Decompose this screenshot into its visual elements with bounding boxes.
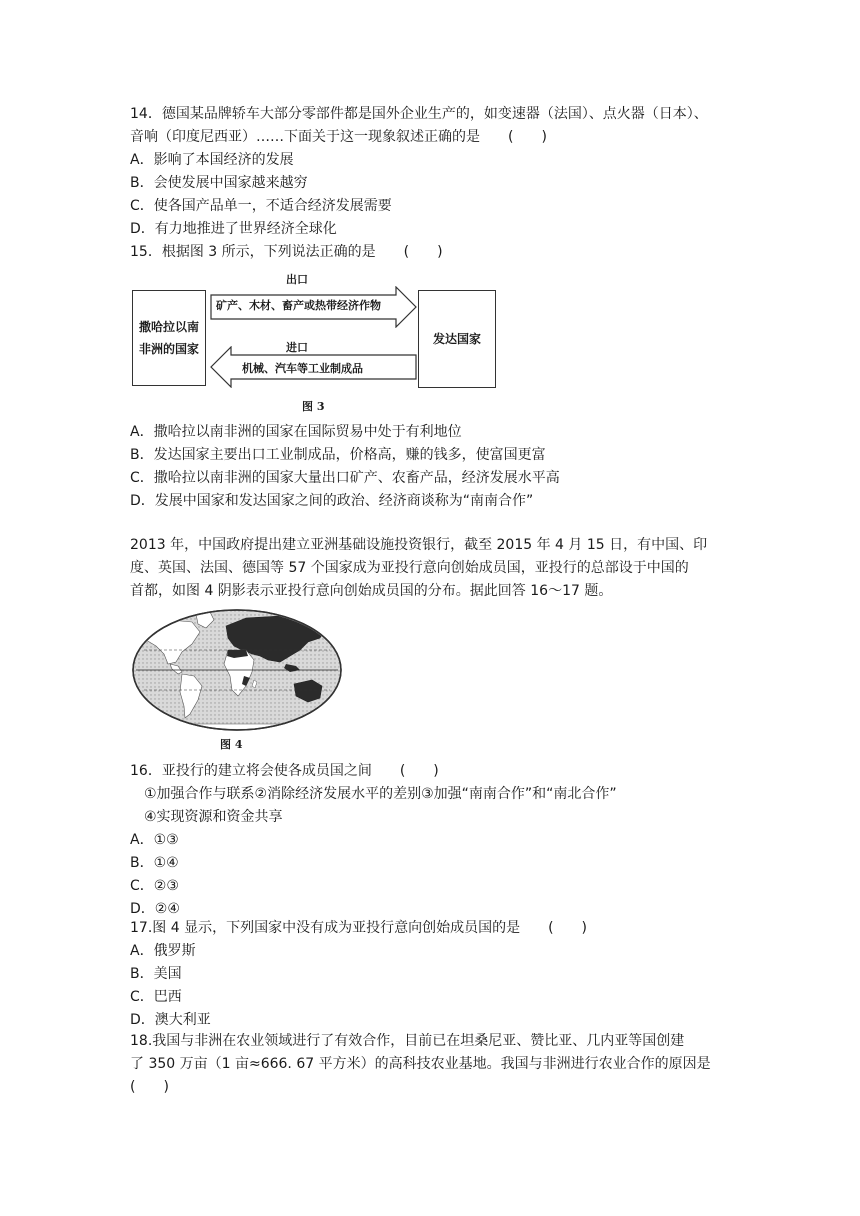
q17-option-c: C．巴西: [130, 989, 182, 1005]
q16-option-d: D．②④: [130, 901, 180, 917]
q16-option-b: B．①④: [130, 855, 179, 871]
figure4-caption: 图 4: [220, 738, 243, 751]
import-title: 进口: [286, 341, 308, 354]
export-goods: 矿产、木材、畜产或热带经济作物: [216, 299, 381, 312]
q14-stem-line2: 音响（印度尼西亚）……下面关于这一现象叙述正确的是 ( ): [130, 129, 547, 145]
q17-stem: 17.图 4 显示，下列国家中没有成为亚投行意向创始成员国的是 ( ): [130, 920, 587, 936]
right-box-label: 发达国家: [432, 332, 481, 346]
q17-option-a: A．俄罗斯: [130, 943, 196, 959]
q18-line3: ( ): [130, 1079, 169, 1095]
passage-line3: 首都，如图 4 阴影表示亚投行意向创始成员国的分布。据此回答 16～17 题。: [130, 583, 613, 599]
passage-line1: 2013 年，中国政府提出建立亚洲基础设施投资银行，截至 2015 年 4 月 15 日，有中国、印: [130, 537, 708, 553]
q15-option-c: C．撒哈拉以南非洲的国家大量出口矿产、农畜产品，经济发展水平高: [130, 470, 560, 486]
world-map-figure: [130, 606, 346, 754]
left-box-label: 撒哈拉以南非洲的国家: [138, 320, 199, 356]
q16-option-c: C．②③: [130, 878, 179, 894]
import-goods: 机械、汽车等工业制成品: [242, 362, 363, 375]
export-title: 出口: [286, 273, 308, 286]
q17-option-d: D．澳大利亚: [130, 1012, 211, 1028]
q15-stem: 15．根据图 3 所示，下列说法正确的是 ( ): [130, 244, 443, 260]
q16-choice-line1: ①加强合作与联系②消除经济发展水平的差别③加强“南南合作”和“南北合作”: [144, 786, 617, 802]
q17-option-b: B．美国: [130, 966, 182, 982]
q16-choice-line2: ④实现资源和资金共享: [144, 809, 283, 825]
q16-stem: 16．亚投行的建立将会使各成员国之间 ( ): [130, 763, 439, 779]
q15-option-a: A．撒哈拉以南非洲的国家在国际贸易中处于有利地位: [130, 424, 462, 440]
trade-flow-figure: [130, 268, 500, 416]
q15-option-b: B．发达国家主要出口工业制成品，价格高，赚的钱多，使富国更富: [130, 447, 546, 463]
left-box-africa: [132, 290, 206, 386]
right-box-developed: [418, 290, 496, 388]
q16-option-a: A．①③: [130, 832, 179, 848]
q14-option-b: B．会使发展中国家越来越穷: [130, 175, 308, 191]
world-map: [130, 606, 344, 734]
q14-option-a: A．影响了本国经济的发展: [130, 152, 294, 168]
q14-stem-line1: 14．德国某品牌轿车大部分零部件都是国外企业生产的，如变速器（法国）、点火器（日本）、: [130, 106, 708, 122]
figure3-caption: 图 3: [302, 400, 325, 413]
q18-line2: 了 350 万亩（1 亩≈666. 67 平方米）的高科技农业基地。我国与非洲进行农业合作的原因是: [130, 1056, 711, 1072]
q14-option-c: C．使各国产品单一，不适合经济发展需要: [130, 198, 392, 214]
passage-line2: 度、英国、法国、德国等 57 个国家成为亚投行意向创始成员国，亚投行的总部设于中国的: [130, 560, 689, 576]
q15-option-d: D．发展中国家和发达国家之间的政治、经济商谈称为“南南合作”: [130, 493, 534, 509]
q14-option-d: D．有力地推进了世界经济全球化: [130, 221, 337, 237]
q18-line1: 18.我国与非洲在农业领域进行了有效合作，目前已在坦桑尼亚、赞比亚、几内亚等国创建: [130, 1033, 685, 1049]
